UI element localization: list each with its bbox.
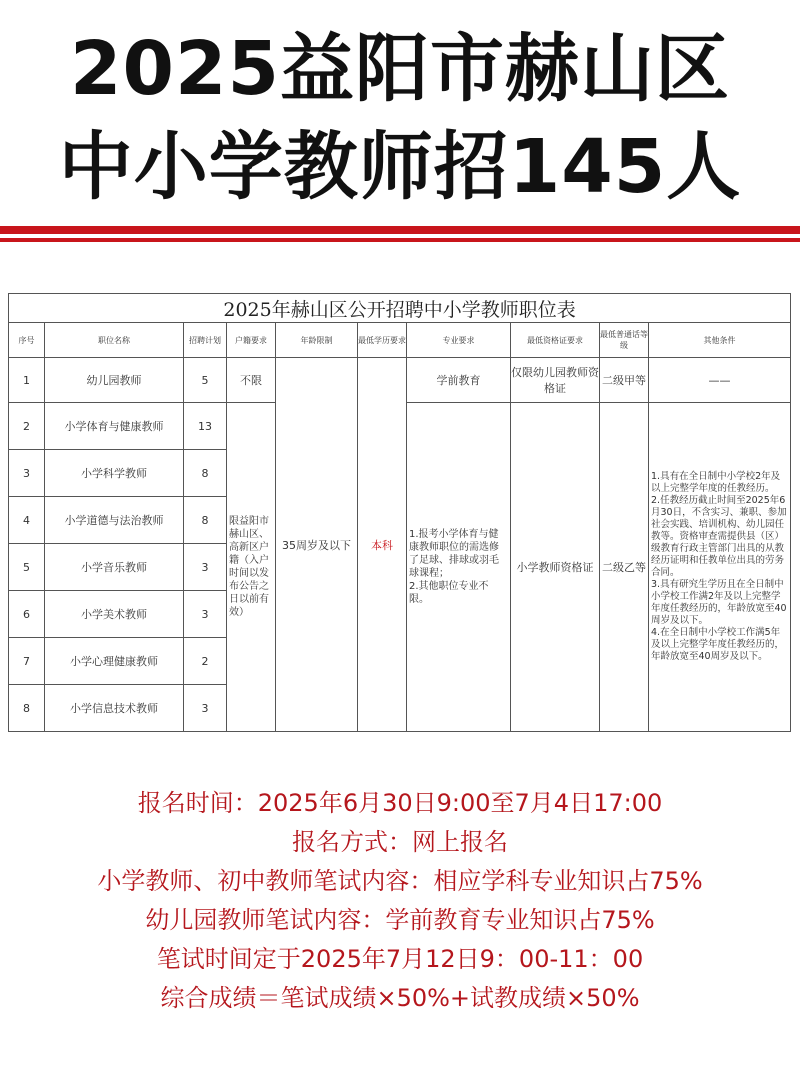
row-plan: 2: [184, 638, 227, 685]
row-no: 3: [9, 450, 45, 497]
row-plan: 8: [184, 497, 227, 544]
row-name: 幼儿园教师: [45, 358, 184, 403]
row-no: 2: [9, 403, 45, 450]
row-plan: 3: [184, 544, 227, 591]
header-cell: 序号: [9, 323, 45, 358]
table-caption: 2025年赫山区公开招聘中小学教师职位表: [9, 294, 791, 323]
info-exam-content-kindergarten: 幼儿园教师笔试内容：学前教育专业知识占75%: [145, 906, 655, 934]
row-no: 5: [9, 544, 45, 591]
row-no: 1: [9, 358, 45, 403]
row-name: 小学心理健康教师: [45, 638, 184, 685]
title-line-1: 2025益阳市赫山区: [70, 26, 730, 112]
row-name: 小学科学教师: [45, 450, 184, 497]
row-plan: 13: [184, 403, 227, 450]
info-exam-time: 笔试时间定于2025年7月12日9：00-11：00: [156, 945, 644, 973]
education: 本科: [358, 358, 407, 732]
primary-other: 1.具有在全日制中小学校2年及以上完整学年度的任教经历。 2.任教经历截止时间至2025年6月30日，不含实习、兼职、参加社会实践、培训机构、幼儿园任教等。资格审查需提供县（区）级教育行政主管部门出具的从教经历证明和任教单位出具的劳务合同。 3.具有研究生学历且在全日制中小学校工作满2年及以上完整学年度任教经历的，年龄放宽至40周岁及以下。 4.在全日制中小学校工作满5年及以上完整学年度任教经历的，年龄放宽至40周岁及以下。: [649, 403, 791, 732]
row-other: ——: [649, 358, 791, 403]
row-plan: 3: [184, 591, 227, 638]
divider-thin: [0, 238, 800, 242]
header-cell: 户籍要求: [227, 323, 276, 358]
info-registration-time: 报名时间：2025年6月30日9:00至7月4日17:00: [137, 789, 663, 817]
row-major: 学前教育: [407, 358, 511, 403]
header-cell: 其他条件: [649, 323, 791, 358]
info-score-formula: 综合成绩＝笔试成绩×50%+试教成绩×50%: [160, 984, 640, 1012]
info-exam-content-school: 小学教师、初中教师笔试内容：相应学科专业知识占75%: [97, 867, 703, 895]
header-cell: 招聘计划: [184, 323, 227, 358]
primary-major: 1.报考小学体育与健康教师职位的需选修了足球、排球或羽毛球课程； 2.其他职位专业不限。: [407, 403, 511, 732]
row-no: 4: [9, 497, 45, 544]
row-hukou: 不限: [227, 358, 276, 403]
row-plan: 8: [184, 450, 227, 497]
row-plan: 3: [184, 685, 227, 732]
row-name: 小学道德与法治教师: [45, 497, 184, 544]
info-registration-method: 报名方式：网上报名: [292, 828, 508, 856]
divider-thick: [0, 226, 800, 234]
header-cell: 专业要求: [407, 323, 511, 358]
row-name: 小学音乐教师: [45, 544, 184, 591]
header-cell: 最低学历要求: [358, 323, 407, 358]
header-cell: 最低资格证要求: [511, 323, 600, 358]
header-cell: 最低普通话等级: [600, 323, 649, 358]
position-table: [8, 293, 791, 732]
row-name: 小学体育与健康教师: [45, 403, 184, 450]
header-cell: 年龄限制: [276, 323, 358, 358]
title-line-2: 中小学教师招145人: [58, 124, 742, 210]
primary-hukou: 限益阳市赫山区、高新区户籍（入户时间以发布公告之日以前有效）: [227, 403, 276, 732]
row-no: 6: [9, 591, 45, 638]
primary-mandarin: 二级乙等: [600, 403, 649, 732]
row-cert: 仅限幼儿园教师资格证: [511, 358, 600, 403]
row-no: 8: [9, 685, 45, 732]
table-row: [9, 358, 791, 403]
info-block: [0, 784, 800, 1018]
primary-cert: 小学教师资格证: [511, 403, 600, 732]
age-limit: 35周岁及以下: [276, 358, 358, 732]
row-name: 小学信息技术教师: [45, 685, 184, 732]
row-name: 小学美术教师: [45, 591, 184, 638]
row-no: 7: [9, 638, 45, 685]
row-mandarin: 二级甲等: [600, 358, 649, 403]
table-header-row: [9, 323, 791, 358]
row-plan: 5: [184, 358, 227, 403]
header-cell: 职位名称: [45, 323, 184, 358]
